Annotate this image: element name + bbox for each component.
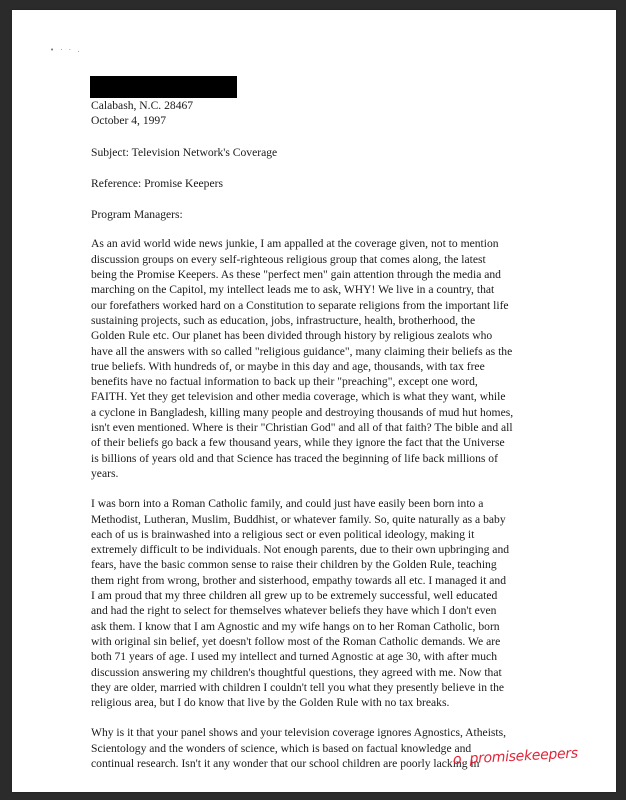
text-line: each of us is brainwashed into a religious sect or even political ideology, making it [91,527,475,541]
paragraph-2 [91,496,536,710]
text-line: extremely difficult to be individuals. Not enough parents, due to their own upbringing and [91,543,510,557]
text-line: our forefathers worked hard on a Constitution to separate religions from the important life [91,298,509,312]
text-line: with original sin belief, yet doesn't follow most of the Roman Catholic demands. We are [91,634,501,648]
text-line: sustaining projects, such as education, jobs, infrastructure, health, brotherhood, the [91,313,476,327]
text-line: ask them. I know that I am Agnostic and my wife hangs on to her Roman Catholic, born [91,619,500,633]
subject-line: Subject: Television Network's Coverage [91,145,278,159]
redacted-name-block [90,76,237,98]
text-line: them right from wrong, brother and sisterhood, empathy towards all etc. I managed it and [91,573,507,587]
text-line: I am proud that my three children all grew up to be extremely successful, well educated [91,589,498,603]
text-line: Why is it that your panel shows and your television coverage ignores Agnostics, Atheists, [91,726,507,740]
text-line: fears, have the basic common sense to raise their children by the Golden Rule, teaching [91,558,497,572]
text-line: years. [91,466,119,480]
text-line: they are older, married with children I couldn't tell you what they presently believe in the [91,680,505,694]
text-line: Scientology and the wonders of science, which is based on factual knowledge and [91,741,472,755]
sender-city-line: Calabash, N.C. 28467 [91,99,194,112]
text-line: Methodist, Lutheran, Muslim, Buddhist, or whatever family. So, quite naturally as a baby [91,512,506,526]
reference-line: Reference: Promise Keepers [91,176,223,190]
text-line: discussion answering my children's thoughtful questions, they agreed with me. Now that [91,665,502,679]
text-line: isn't even mentioned. Where is their "Christian God" and all of that faith? The bible and all [91,421,513,435]
text-line: benefits have no factual information to back up their "preaching", except one word, [91,375,478,389]
text-line: I was born into a Roman Catholic family, and could just have easily been born into a [91,497,484,511]
text-line: have all the answers with so called "religious guidance", many claiming their beliefs as the [91,344,513,358]
text-line: being the Promise Keepers. As these "perfect men" gain attention through the media and [91,268,501,282]
salutation: Program Managers: [91,208,183,222]
text-line: discussion groups on every self-righteous religious group that comes along, the latest [91,252,486,266]
text-line: marching on the Capitol, my intellect leads me to ask, WHY! We live in a country, that [91,283,495,297]
text-line: continual research. Isn't it any wonder that our school children are poorly lacking in [91,756,480,770]
letter-date: October 4, 1997 [91,114,167,128]
text-line: both 71 years of age. I used my intellect and turned Agnostic at age 30, with after much [91,650,497,664]
handwritten-red-annotation: o. promisekeepers [452,745,579,768]
text-line: a cyclone in Bangladesh, killing many people and destroying thousands of mud hut homes, [91,405,514,419]
text-line: is billions of years old and that Science has traced the beginning of life back millions of [91,451,498,465]
letter-body [91,98,536,771]
text-line: of their beliefs go back a few thousand years, while they ignore the fact that the Universe [91,436,505,450]
text-line: true beliefs. With hundreds of, or maybe in this day and age, thousands, with tax free [91,359,485,373]
text-line: FAITH. Yet they get television and other media coverage, which is what they want, while [91,390,506,404]
paragraph-1 [91,236,536,481]
text-line: religious area, but I do know that live by the Golden Rule with no tax breaks. [91,696,450,710]
text-line: As an avid world wide news junkie, I am appalled at the coverage given, not to mention [91,237,499,251]
scan-specks: • · · . [50,46,82,54]
text-line: Golden Rule etc. Our planet has been divided through history by religious zealots who [91,329,493,343]
text-line: and had the right to select for themselves whatever beliefs they have which I don't even [91,604,497,618]
